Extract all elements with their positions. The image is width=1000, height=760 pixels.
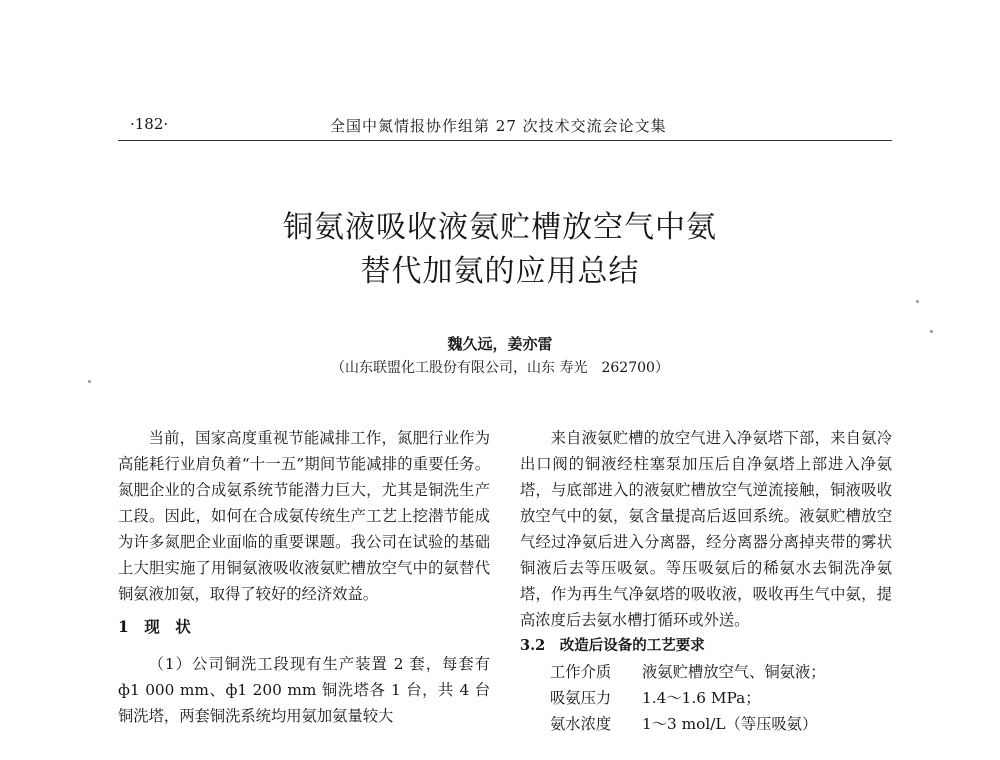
requirement-value: 1.4～1.6 MPa； (642, 689, 761, 707)
title-line: 替代加氨的应用总结 (360, 254, 640, 289)
left-column (118, 425, 490, 729)
requirement-value: 1～3 mol/L（等压吸氨） (642, 715, 818, 733)
requirement-item (520, 711, 892, 737)
process-paragraph: 来自液氨贮槽的放空气进入净氨塔下部，来自氨冷出口阀的铜液经柱塞泵加压后自净氨塔上部进入净氨塔，与底部进入的液氨贮槽放空气逆流接触，铜液吸收放空气中的氨，氨含量提高后返回系统。液氨贮槽放空气经过净氨后进入分离器，经分离器分离掉夹带的雾状铜液后去等压吸氨。等压吸氨后的稀氨水去铜洗净氨塔，作为再生气净氨塔的吸收液，吸收再生气中氨，提高浓度后去氨水槽打循环或外送。 (520, 429, 892, 629)
right-column (520, 425, 892, 737)
author-affiliation: （山东联盟化工股份有限公司，山东 寿光 262700） (331, 360, 669, 376)
page-number: ·182· (130, 115, 169, 133)
requirement-label: 工作介质 (550, 663, 612, 681)
author-names: 魏久远，姜亦雷 (447, 335, 553, 353)
running-header: 全国中氮情报协作组第 27 次技术交流会论文集 (330, 117, 667, 135)
title-line: 铜氨液吸收液氨贮槽放空气中氨 (283, 210, 717, 245)
scan-speck (930, 330, 933, 333)
requirement-value: 液氨贮槽放空气、铜氨液； (642, 663, 826, 681)
requirements-list (520, 659, 892, 737)
intro-paragraph: 当前，国家高度重视节能减排工作，氮肥行业作为高能耗行业肩负着“十一五”期间节能减排的重要任务。氮肥企业的合成氨系统节能潜力巨大，尤其是铜洗生产工段。因此，如何在合成氨传统生产工艺上挖潜节能成为许多氮肥企业面临的重要课题。我公司在试验的基础上大胆实施了用铜氨液吸收液氨贮槽放空气中的氨替代铜氨液加氨，取得了较好的经济效益。 (118, 429, 490, 603)
requirement-item (520, 659, 892, 685)
requirement-item (520, 685, 892, 711)
subsection-heading: 3.2 改造后设备的工艺要求 (520, 637, 705, 654)
scan-speck (88, 380, 91, 383)
scan-speck (916, 300, 919, 303)
requirement-label: 吸氨压力 (550, 689, 612, 707)
article-title (0, 206, 1000, 294)
status-paragraph: （1）公司铜洗工段现有生产装置 2 套，每套有 ф1 000 mm、ф1 200 mm 铜洗塔各 1 台，共 4 台铜洗塔，两套铜洗系统均用氨加氨量较大 (118, 655, 490, 725)
section-heading: 1 现 状 (118, 617, 191, 636)
requirement-label: 氨水浓度 (550, 715, 612, 733)
header-rule (118, 140, 892, 141)
